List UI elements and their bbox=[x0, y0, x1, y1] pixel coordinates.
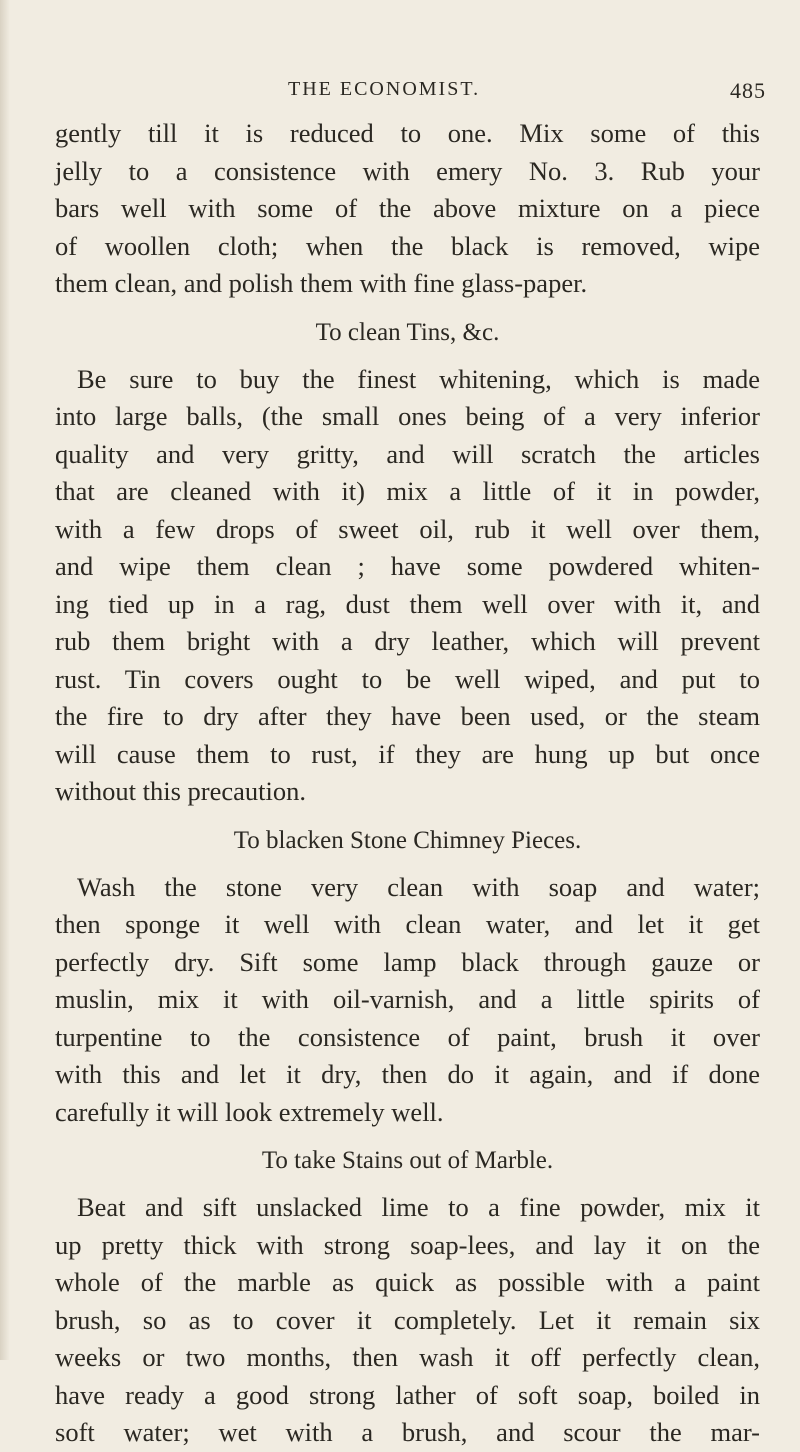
text-line: gently till it is reduced to one. Mix some of this bbox=[55, 118, 760, 148]
text-line: whole of the marble as quick as possible with a paint bbox=[55, 1267, 760, 1297]
section-blacken-stone bbox=[55, 826, 760, 1132]
text-line: soft water; wet with a brush, and scour the mar- bbox=[55, 1417, 760, 1447]
text-line: Be sure to buy the finest whitening, which is made bbox=[77, 363, 760, 394]
text-line: ing tied up in a rag, dust them well over with it, and bbox=[55, 588, 760, 619]
text-line: carefully it will look extremely well. bbox=[55, 1096, 444, 1127]
text-line: with a few drops of sweet oil, rub it well over them, bbox=[55, 513, 760, 544]
text-line: jelly to a consistence with emery No. 3. Rub your bbox=[55, 155, 760, 186]
section-heading: To blacken Stone Chimney Pieces. bbox=[233, 826, 582, 854]
text-line: Beat and sift unslacked lime to a fine powder, mix it bbox=[77, 1192, 760, 1222]
text-line: will cause them to rust, if they are hung up but once bbox=[55, 738, 760, 769]
text-line: brush, so as to cover it completely. Let it remain six bbox=[55, 1304, 760, 1335]
running-title: THE ECONOMIST. bbox=[288, 78, 481, 100]
text-line: and wipe them clean ; have some powdered whiten- bbox=[55, 551, 760, 581]
section-heading: To take Stains out of Marble. bbox=[261, 1147, 554, 1174]
section-marble-stains bbox=[55, 1146, 760, 1452]
text-line: rust. Tin covers ought to be well wiped, and put to bbox=[55, 663, 760, 694]
text-line: turpentine to the consistence of paint, brush it over bbox=[55, 1021, 760, 1052]
body-text bbox=[55, 115, 760, 1452]
text-line: up pretty thick with strong soap-lees, and lay it on the bbox=[55, 1229, 760, 1260]
section-clean-tins bbox=[55, 318, 760, 811]
text-line: into large balls, (the small ones being of a very inferior bbox=[55, 401, 760, 431]
text-line: have ready a good strong lather of soft soap, boiled in bbox=[55, 1379, 760, 1410]
section-polish-bars bbox=[55, 115, 760, 303]
text-line: weeks or two months, then wash it off perfectly clean, bbox=[55, 1342, 760, 1372]
text-line: muslin, mix it with oil-varnish, and a little spirits of bbox=[55, 984, 760, 1014]
text-line: without this precaution. bbox=[55, 776, 306, 806]
text-line: with this and let it dry, then do it again, and if done bbox=[55, 1059, 760, 1089]
text-line: then sponge it well with clean water, and let it get bbox=[55, 909, 760, 939]
text-line: them clean, and polish them with fine glass-paper. bbox=[55, 268, 588, 298]
text-line: perfectly dry. Sift some lamp black through gauze or bbox=[55, 946, 760, 977]
text-line: bars well with some of the above mixture on a piece bbox=[55, 193, 760, 223]
text-line: rub them bright with a dry leather, which will prevent bbox=[55, 626, 760, 656]
page-number: 485 bbox=[730, 78, 766, 103]
text-line: the fire to dry after they have been used, or the steam bbox=[55, 701, 760, 731]
text-line: Wash the stone very clean with soap and water; bbox=[77, 871, 760, 902]
text-line: quality and very gritty, and will scratch the articles bbox=[55, 438, 760, 469]
text-line: that are cleaned with it) mix a little of it in powder, bbox=[55, 476, 760, 506]
text-line: of woollen cloth; when the black is removed, wipe bbox=[55, 230, 760, 261]
section-heading: To clean Tins, &c. bbox=[315, 318, 500, 346]
